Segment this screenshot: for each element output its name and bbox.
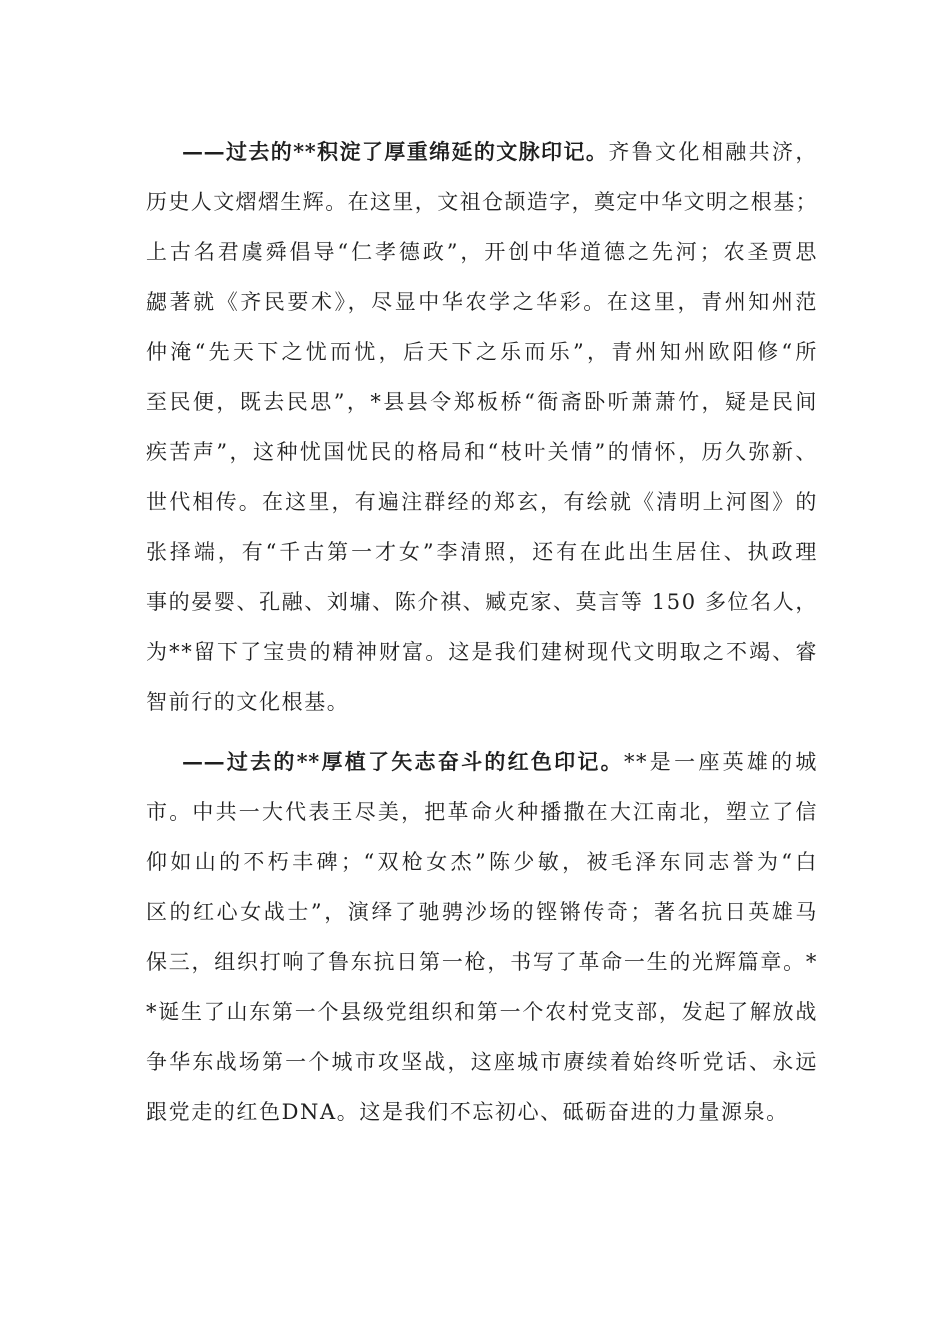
paragraph-1-line-6: 至民便，既去民思”，*县县令郑板桥“衙斋卧听萧萧竹，疑是民间 [146,390,818,414]
paragraph-1-line-1 [146,130,818,180]
paragraph-2-line-2: 市。中共一大代表王尽美，把革命火种播撒在大江南北，塑立了信 [146,800,818,824]
paragraph-2-heading: ——过去的**厚植了矢志奋斗的红色印记。 [182,749,624,774]
paragraph-2-line-8: 跟党走的红色DNA。这是我们不忘初心、砥砺奋进的力量源泉。 [146,1100,789,1124]
paragraph-2-line-1-text: **是一座英雄的城 [623,750,818,774]
paragraph-1-line-5: 仲淹“先天下之忧而忧，后天下之乐而乐”，青州知州欧阳修“所 [146,340,818,364]
paragraph-1-line-10: 事的晏婴、孔融、刘墉、陈介祺、臧克家、莫言等 150 多位名人， [146,590,818,614]
paragraph-2-line-1 [146,740,818,790]
paragraph-1-line-1-text: 齐鲁文化相融共济， [608,140,818,164]
paragraph-2-line-5: 保三，组织打响了鲁东抗日第一枪，书写了革命一生的光辉篇章。* [146,950,818,974]
paragraph-1-line-2: 历史人文熠熠生辉。在这里，文祖仓颉造字，奠定中华文明之根基； [146,190,818,214]
paragraph-1-line-8: 世代相传。在这里，有遍注群经的郑玄，有绘就《清明上河图》的 [146,490,818,514]
paragraph-2-line-7: 争华东战场第一个城市攻坚战，这座城市赓续着始终听党话、永远 [146,1050,818,1074]
paragraph-1-line-4: 勰著就《齐民要术》，尽显中华农学之华彩。在这里，青州知州范 [146,290,818,314]
paragraph-spacer [146,730,818,740]
paragraph-1-line-7: 疾苦声”，这种忧国忧民的格局和“枝叶关情”的情怀，历久弥新、 [146,440,818,464]
paragraph-2-line-4: 区的红心女战士”，演绎了驰骋沙场的铿锵传奇；著名抗日英雄马 [146,900,818,924]
document-body [146,130,818,1140]
paragraph-2-line-6: *诞生了山东第一个县级党组织和第一个农村党支部，发起了解放战 [146,1000,818,1024]
paragraph-1-heading: ——过去的**积淀了厚重绵延的文脉印记。 [182,139,609,164]
paragraph-1-line-3: 上古名君虞舜倡导“仁孝德政”，开创中华道德之先河；农圣贾思 [146,240,818,264]
paragraph-1-line-12: 智前行的文化根基。 [146,690,350,714]
paragraph-1-line-9: 张择端，有“千古第一才女”李清照，还有在此出生居住、执政理 [146,540,818,564]
paragraph-1-line-11: 为**留下了宝贵的精神财富。这是我们建树现代文明取之不竭、睿 [146,640,818,664]
paragraph-2-line-3: 仰如山的不朽丰碑；“双枪女杰”陈少敏，被毛泽东同志誉为“白 [146,850,818,874]
